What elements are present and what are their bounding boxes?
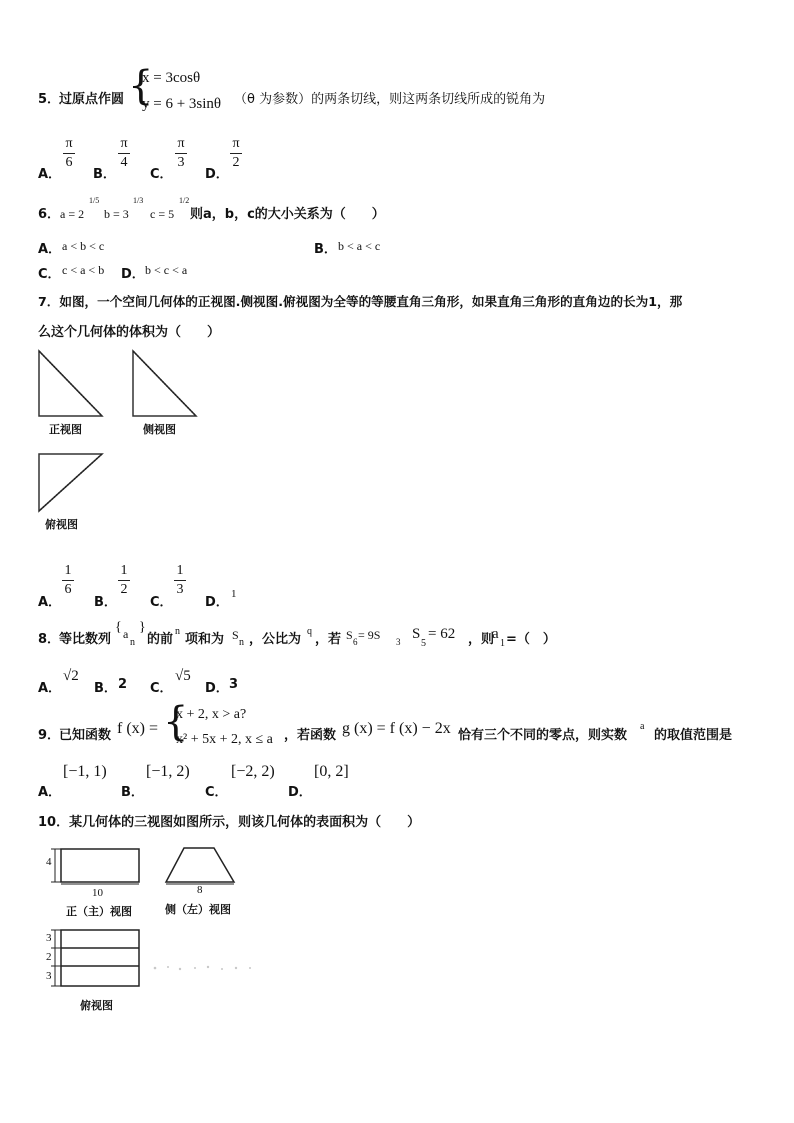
q6-b-expr: b = 3 <box>104 207 129 221</box>
q8-eq2-sub5: 5 <box>421 638 426 649</box>
q8-option-b-label[interactable]: B． <box>94 681 117 696</box>
q6-option-a-text: a < b < c <box>62 239 105 253</box>
q6-b-exponent: 1/3 <box>133 196 144 205</box>
q9-text-2: ，若函数 <box>284 728 337 743</box>
q6-c-exponent: 1/2 <box>179 196 190 205</box>
q5-option-b-fraction: π 4 <box>118 136 130 171</box>
q9-option-d-label[interactable]: D． <box>288 785 312 800</box>
q5-eq-y: y = 6 + 3sinθ <box>142 96 222 112</box>
q6-option-a-label[interactable]: A． <box>38 242 62 257</box>
q8-option-c-text: √5 <box>175 668 191 684</box>
q5-number: 5． <box>38 92 61 107</box>
q10-faint-smudge <box>150 962 260 974</box>
q8-option-d-label[interactable]: D． <box>205 681 229 696</box>
q8-seq-n: n <box>130 637 135 648</box>
q9-option-a-label[interactable]: A． <box>38 785 62 800</box>
q10-front-length-label: 10 <box>92 887 103 899</box>
q5-option-c-fraction: π 3 <box>175 136 187 171</box>
q8-a1: a <box>492 626 499 642</box>
q5-option-a-label[interactable]: A． <box>38 167 62 182</box>
q7-front-caption: 正视图 <box>49 423 82 436</box>
q8-option-a-text: √2 <box>63 668 79 684</box>
q7-side-caption: 侧视图 <box>143 423 176 436</box>
q5-suffix: （θ 为参数）的两条切线，则这两条切线所成的锐角为 <box>234 92 546 107</box>
q7-line2: 么这个几何体的体积为（ ） <box>38 325 221 340</box>
q8-option-a-label[interactable]: A． <box>38 681 62 696</box>
q8-brace-close: } <box>139 620 146 635</box>
q7-option-d-label[interactable]: D． <box>205 595 229 610</box>
q9-option-c-text: [−2, 2) <box>231 763 275 780</box>
q10-front-height-label: 4 <box>46 856 52 868</box>
q6-c-expr: c = 5 <box>150 207 175 221</box>
q10-top-dim-2: 2 <box>46 951 52 963</box>
q8-option-c-label[interactable]: C． <box>150 681 173 696</box>
q9-text-1: 已知函数 <box>59 728 112 743</box>
q9-option-c-label[interactable]: C． <box>205 785 228 800</box>
q6-option-c-label[interactable]: C． <box>38 267 61 282</box>
q10-top-view-figure <box>44 928 144 990</box>
q9-text-4: 的取值范围是 <box>654 728 733 743</box>
q9-a: a <box>640 721 645 732</box>
q7-option-a-fraction: 1 6 <box>62 563 74 598</box>
q8-eq2-mid: = 62 <box>428 626 456 642</box>
q8-brace-open: { <box>115 620 122 635</box>
q8-eq1-mid: = 9S <box>358 628 381 642</box>
q8-text-6: ，则 <box>468 632 495 647</box>
q10-front-view-figure <box>44 846 144 892</box>
q7-option-a-label[interactable]: A． <box>38 595 62 610</box>
q9-option-a-text: [−1, 1) <box>63 763 107 780</box>
q7-side-view-figure <box>132 350 198 418</box>
q7-top-view-figure <box>38 453 104 513</box>
q5-option-b-label[interactable]: B． <box>93 167 116 182</box>
q8-text-3: 项和为 <box>185 632 225 647</box>
q9-case1: x + 2, x > a? <box>176 707 247 722</box>
q8-text-7: =（ ） <box>506 632 556 647</box>
q5-option-d-fraction: π 2 <box>230 136 242 171</box>
q8-seq-a: a <box>123 627 129 641</box>
q10-front-caption: 正（主）视图 <box>66 905 132 918</box>
q8-n: n <box>175 626 180 637</box>
q7-option-c-fraction: 1 3 <box>174 563 186 598</box>
q6-option-d-label[interactable]: D． <box>121 267 145 282</box>
q6-a-expr: a = 2 <box>60 207 85 221</box>
q9-text-3: 恰有三个不同的零点，则实数 <box>458 728 628 743</box>
q6-number: 6． <box>38 207 61 222</box>
q8-eq1-sub3: 3 <box>396 637 401 647</box>
q9-option-b-text: [−1, 2) <box>146 763 190 780</box>
q10-top-dim-1: 3 <box>46 932 52 944</box>
q10-top-dim-3: 3 <box>46 970 52 982</box>
q7-option-b-label[interactable]: B． <box>94 595 117 610</box>
q8-text-5: ，若 <box>315 632 342 647</box>
q7-front-view-figure <box>38 350 104 418</box>
q10-side-caption: 侧（左）视图 <box>165 903 231 916</box>
q7-top-caption: 俯视图 <box>45 518 78 531</box>
q8-a1-sub: 1 <box>500 638 505 649</box>
q8-text-2: 的前 <box>147 632 174 647</box>
q9-fx: f (x) = <box>117 720 159 737</box>
q8-S-sub: n <box>239 637 244 648</box>
q9-brace: { <box>163 699 189 745</box>
q5-option-a-fraction: π 6 <box>63 136 75 171</box>
q7-option-c-label[interactable]: C． <box>150 595 173 610</box>
q10-top-caption: 俯视图 <box>80 999 113 1012</box>
q7-option-d-text: 1 <box>231 588 237 600</box>
q6-option-c-text: c < a < b <box>62 263 105 277</box>
q6-option-b-text: b < a < c <box>338 239 381 253</box>
q10-text: 10．某几何体的三视图如图所示，则该几何体的表面积为（ ） <box>38 815 421 830</box>
q8-eq2-S: S <box>412 626 421 642</box>
q9-number: 9． <box>38 728 61 743</box>
q9-case2: x² + 5x + 2, x ≤ a <box>176 732 273 747</box>
q8-text-4: ，公比为 <box>249 632 302 647</box>
q7-option-b-fraction: 1 2 <box>118 563 130 598</box>
q8-eq1-S: S <box>346 628 353 642</box>
q6-suffix: 则a，b，c的大小关系为（ ） <box>190 207 385 222</box>
q10-side-width-label: 8 <box>197 884 203 896</box>
q5-prefix: 过原点作圆 <box>59 92 125 107</box>
q6-option-b-label[interactable]: B． <box>314 242 337 257</box>
q8-option-d-text: 3 <box>229 677 239 692</box>
q5-option-d-label[interactable]: D． <box>205 167 229 182</box>
q9-option-b-label[interactable]: B． <box>121 785 144 800</box>
q5-eq-x: x = 3cosθ <box>142 70 201 86</box>
q8-S: S <box>232 628 239 642</box>
q6-a-exponent: 1/5 <box>89 196 100 205</box>
q6-option-d-text: b < c < a <box>145 263 188 277</box>
q7-line1: 7．如图，一个空间几何体的正视图.侧视图.俯视图为全等的等腰直角三角形，如果直角三角形的直角边的长为1，那 <box>38 294 683 309</box>
q9-gx: g (x) = f (x) − 2x <box>342 720 451 737</box>
q9-option-d-text: [0, 2] <box>314 763 349 780</box>
q8-number: 8． <box>38 632 61 647</box>
q8-text-1: 等比数列 <box>59 632 112 647</box>
q8-option-b-text: 2 <box>118 677 128 692</box>
q5-option-c-label[interactable]: C． <box>150 167 173 182</box>
q8-eq1-sub6: 6 <box>353 637 358 647</box>
q8-q: q <box>307 626 312 637</box>
q5-brace: { <box>128 63 154 109</box>
